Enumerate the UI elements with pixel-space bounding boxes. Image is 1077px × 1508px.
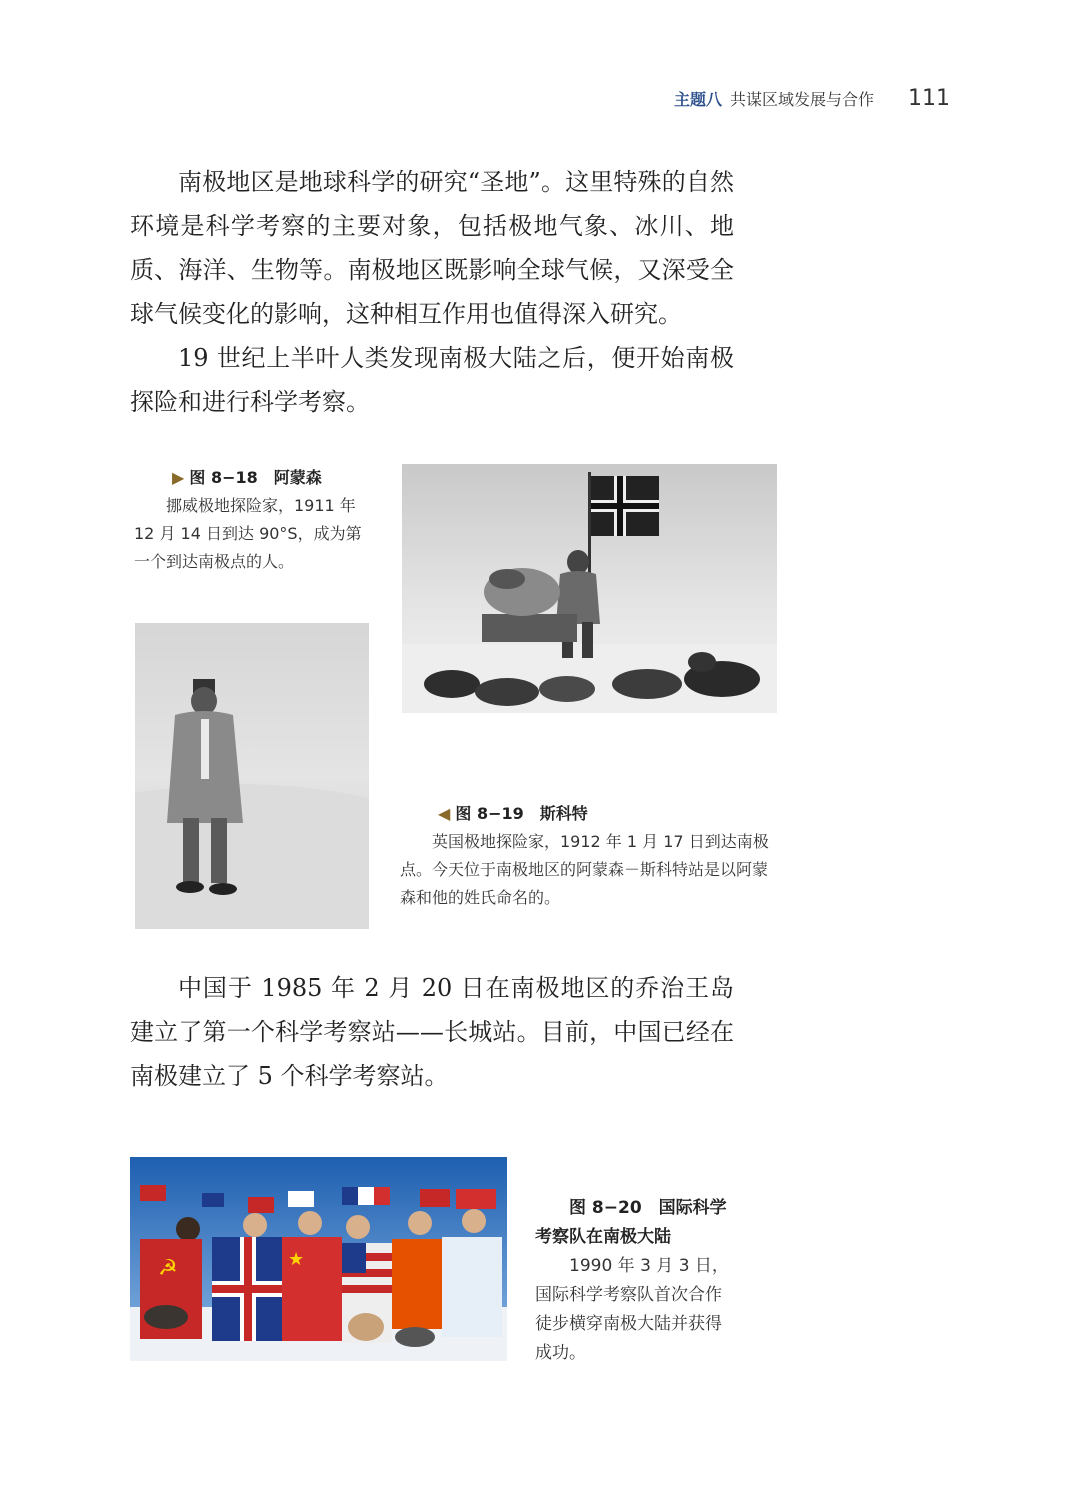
svg-text:☭: ☭ (158, 1256, 178, 1281)
figure-title: 图 8−19 斯科特 (455, 804, 588, 823)
paragraph-1: 南极地区是地球科学的研究“圣地”。这里特殊的自然环境是科学考察的主要对象，包括极地气象、冰川、地质、海洋、生物等。南极地区既影响全球气候，又深受全球气候变化的影响，这种相互作用也值得深入研究。 (130, 168, 734, 328)
figure-caption-scott (400, 800, 778, 912)
figure-title: 图 8−18 阿蒙森 (189, 468, 322, 487)
svg-text:★: ★ (288, 1249, 305, 1270)
right-arrow-icon: ▶ (172, 468, 185, 487)
header-theme: 主题八 (673, 90, 722, 109)
figure-text: 挪威极地探险家，1911 年 12 月 14 日到达 90°S，成为第一个到达南极点的人。 (134, 496, 362, 571)
figure-title: 图 8−20 国际科学考察队在南极大陆 (535, 1198, 727, 1247)
photo-international-team (130, 1157, 507, 1361)
paragraph-2: 19 世纪上半叶人类发现南极大陆之后，便开始南极探险和进行科学考察。 (130, 344, 734, 416)
photo-scott-expedition (402, 464, 777, 713)
page-number: 111 (908, 86, 950, 111)
header-title: 共谋区域发展与合作 (729, 90, 874, 109)
page-header (560, 86, 950, 111)
figure-text: 1990 年 3 月 3 日，国际科学考察队首次合作徒步横穿南极大陆并获得成功。 (535, 1256, 729, 1363)
figure-caption-international-team (535, 1194, 733, 1368)
figure-text: 英国极地探险家，1912 年 1 月 17 日到达南极点。今天位于南极地区的阿蒙森－斯科特站是以阿蒙森和他的姓氏命名的。 (400, 832, 769, 907)
photo-amundsen (135, 623, 369, 929)
left-arrow-icon: ◀ (438, 804, 451, 823)
figure-caption-amundsen (134, 464, 370, 576)
paragraph-3: 中国于 1985 年 2 月 20 日在南极地区的乔治王岛建立了第一个科学考察站——长城站。目前，中国已经在南极建立了 5 个科学考察站。 (130, 974, 734, 1090)
